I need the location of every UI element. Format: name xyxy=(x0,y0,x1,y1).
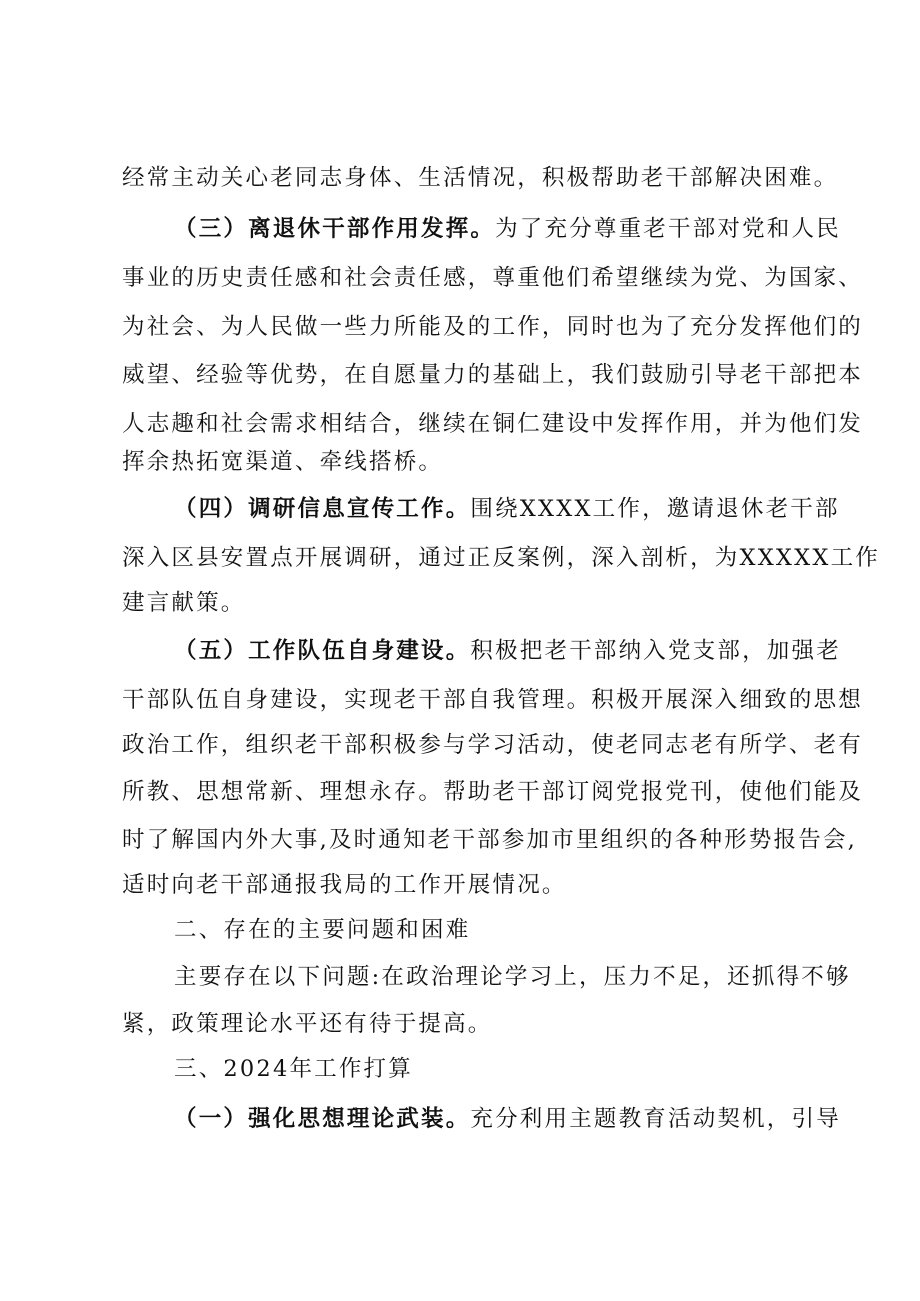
section5-heading: （五）工作队伍自身建设。 xyxy=(174,638,471,664)
body-text: 人志趣和社会需求相结合，继续在铜仁建设中发挥作用，并为他们发 xyxy=(122,411,864,437)
section5-first-line xyxy=(0,627,920,675)
part2-heading: 二、存在的主要问题和困难 xyxy=(174,917,471,943)
section4-heading: （四）调研信息宣传工作。 xyxy=(174,496,471,522)
part3-heading: 三、2024年工作打算 xyxy=(174,1056,413,1082)
body-text: 时了解国内外大事,及时通知老干部参加市里组织的各种形势报告会, xyxy=(122,827,858,853)
body-text: 紧，政策理论水平还有待于提高。 xyxy=(122,1011,493,1037)
paragraph-line xyxy=(0,1000,920,1048)
paragraph-line xyxy=(0,953,920,1001)
section3-first-line xyxy=(0,205,920,253)
paragraph-line xyxy=(0,351,920,399)
part3-heading-line xyxy=(0,1045,920,1093)
body-text: 深入区县安置点开展调研，通过正反案例，深入剖析，为XXXXX工作 xyxy=(122,545,880,571)
body-text: 建言献策。 xyxy=(122,590,246,616)
body-text: 充分利用主题教育活动契机，引导 xyxy=(470,1106,841,1132)
body-text: 为了充分尊重老干部对党和人民 xyxy=(495,216,841,242)
paragraph-line xyxy=(0,534,920,582)
body-text: 事业的历史责任感和社会责任感，尊重他们希望继续为党、为国家、 xyxy=(122,265,864,291)
paragraph-line xyxy=(0,254,920,302)
paragraph-line xyxy=(0,768,920,816)
section3-heading: （三）离退休干部作用发挥。 xyxy=(174,216,496,242)
part3-sub1-first-line xyxy=(0,1095,920,1143)
paragraph-line xyxy=(0,303,920,351)
body-text: 围绕XXXX工作，邀请退休老干部 xyxy=(470,496,840,522)
part3-sub1-heading: （一）强化思想理论武装。 xyxy=(174,1106,471,1132)
body-text: 干部队伍自身建设，实现老干部自我管理。积极开展深入细致的思想 xyxy=(122,687,864,713)
paragraph-line xyxy=(0,579,920,627)
body-text: 威望、经验等优势，在自愿量力的基础上，我们鼓励引导老干部把本 xyxy=(122,362,864,388)
section4-first-line xyxy=(0,485,920,533)
paragraph-line xyxy=(0,861,920,909)
body-text: 所教、思想常新、理想永存。帮助老干部订阅党报党刊，使他们能及 xyxy=(122,779,864,805)
paragraph-line xyxy=(0,154,920,202)
part2-heading-line xyxy=(0,906,920,954)
paragraph-line xyxy=(0,438,920,486)
paragraph-line xyxy=(0,676,920,724)
body-text: 政治工作，组织老干部积极参与学习活动，使老同志老有所学、老有 xyxy=(122,732,864,758)
body-text: 挥余热拓宽渠道、牵线搭桥。 xyxy=(122,449,444,475)
body-text: 适时向老干部通报我局的工作开展情况。 xyxy=(122,872,567,898)
body-text: 为社会、为人民做一些力所能及的工作，同时也为了充分发挥他们的 xyxy=(122,314,864,340)
paragraph-line xyxy=(0,816,920,864)
body-text: 积极把老干部纳入党支部，加强老 xyxy=(470,638,841,664)
paragraph-line xyxy=(0,721,920,769)
body-text: 经常主动关心老同志身体、生活情况，积极帮助老干部解决困难。 xyxy=(122,165,839,191)
body-text: 主要存在以下问题:在政治理论学习上，压力不足，还抓得不够 xyxy=(174,964,851,990)
